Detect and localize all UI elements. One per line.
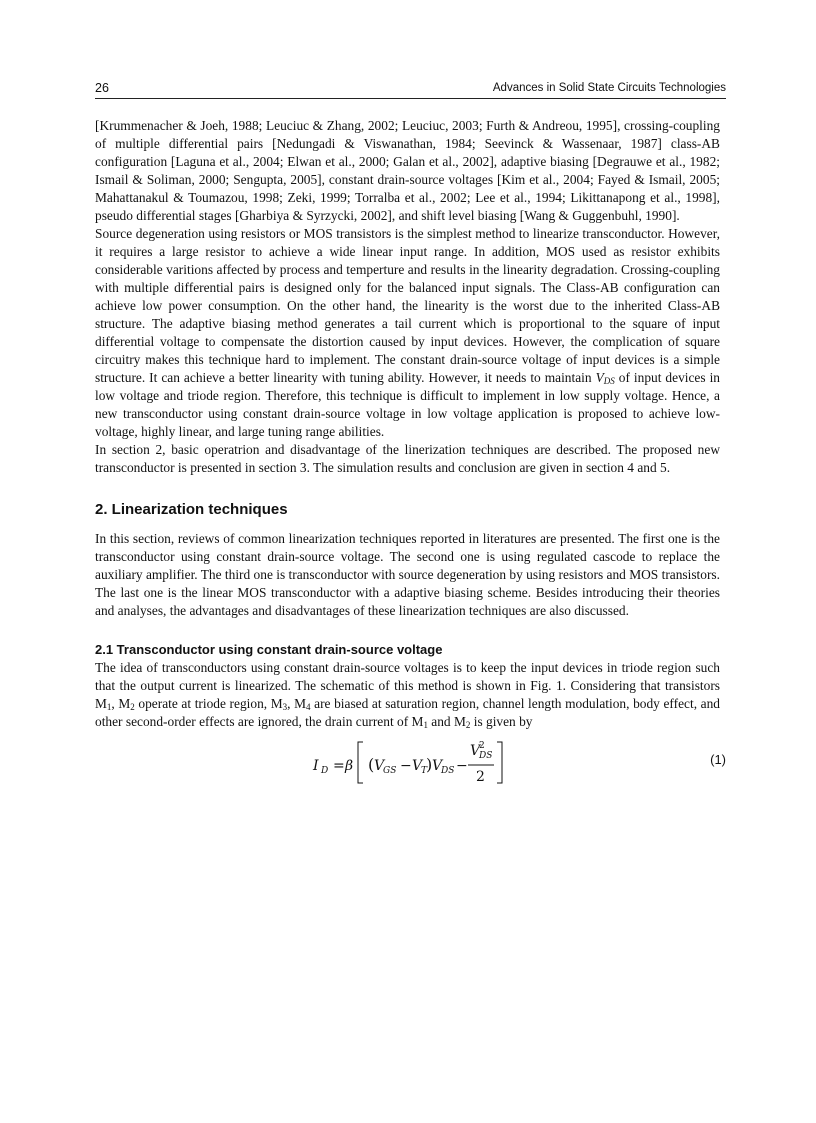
intro-paragraph-1: [Krummenacher & Joeh, 1988; Leuciuc & Zhang, 2002; Leuciuc, 2003; Furth & Andreou, 1995], crossing-coupling of multiple differential pairs [Nedungadi & Viswanathan, 1984; Seevinck & Wassenaar, 1987] class-AB configuration [Laguna et al., 2004; Elwan et al., 2000; Galan et al., 2002], adaptive biasing [Degrauwe et al., 1982; Ismail & Soliman, 2000; Sengupta, 2005], constant drain-source voltages [Kim et al., 2004; Fayed & Ismail, 2005; Mahattanakul & Toumazou, 1998; Zeki, 1999; Torralba et al., 2002; Lee et al., 1994; Likittanapong et al., 1998], pseudo differential stages [Gharbiya & Syrzycki, 2002], and shift level biasing [Wang & Guggenbuhl, 1990]. [95, 118, 720, 223]
eq-num-v: V [470, 743, 481, 759]
eq-equals: = [333, 758, 345, 774]
section-2-paragraph: In this section, reviews of common linearization techniques reported in literatures are presented. The first one is the transconductor using constant drain-source voltage. The second one is using regulated cascode to replace the auxiliary amplifier. The third one is transconductor with source degeneration by using resistors and MOS transistors. The last one is the linear MOS transconductor with a adaptive biasing scheme. Besides introducing their theories and analyses, the advantages and disadvantages of these linearization techniques are also discussed. [95, 531, 720, 618]
eq-vgs-sub: GS [383, 766, 397, 776]
page-body [95, 117, 726, 787]
eq-vds: V [432, 758, 443, 774]
intro-paragraph-2 [95, 225, 720, 441]
eq-paren-close: ) [426, 755, 433, 774]
section-2-heading: 2. Linearization techniques [95, 501, 288, 518]
eq-num-sub: DS [479, 751, 493, 761]
eq-vt-sub: T [421, 766, 428, 776]
eq-num-sup: 2 [479, 741, 485, 751]
section-2-1-paragraph: The idea of transconductors using constant drain-source voltages is to keep the input devices in triode region such that the output current is linearized. The schematic of this method is shown in Fig. 1. Considering that transistors $M_1$, $M_2$ operate at triode region, $M_3$, $M_4$ are biased at saturation region, channel length modulation, body effect, and other second-order effects are ignored, the drain current of $M_1$ and $M_2$ is given by [95, 660, 721, 730]
eq-den: 2 [476, 769, 485, 785]
intro-paragraph-3: In section 2, basic operatrion and disadvantage of the linerization techniques are described. The proposed new transconductor is presented in section 3. The simulation results and conclusion are given in section 4 and 5. [95, 442, 720, 475]
eq-vgs: V [374, 758, 385, 774]
eq-beta: β [345, 758, 354, 774]
page-header [95, 80, 726, 99]
eq-paren-open: ( [368, 755, 375, 774]
eq-id: I [313, 758, 319, 774]
page-number: 26 [95, 81, 109, 95]
eq-vt: V [412, 758, 423, 774]
equation-number: (1) [710, 752, 726, 767]
eq-minus-2: − [456, 758, 468, 774]
intro-paragraph-2-part-a: Source degeneration using resistors or MOS transistors is the simplest method to linearize transconductor. However, it requires a large resistor to achieve a wide linear input range. In addition, MOS used as resistor exhibits considerable varitions affected by process and temperture and results in the linearity degradation. Crossing-coupling with multiple differential pairs is designed only for the balanced input signals. The Class-AB configuration can achieve low power consumption. On the other hand, the linearity is the worst due to the inherited Class-AB structure. The adaptive biasing method generates a tail current which is proportional to the square of input differential voltage to compensate the distortion caused by input devices. However, the complication of square circuitry makes this technique hard to implement. The constant drain-source voltage of input devices is a simple structure. It can achieve a better linearity with tuning ability. However, it needs to maintain [95, 226, 720, 385]
eq-bracket-left [358, 742, 363, 783]
eq-id-sub: D [321, 766, 329, 776]
eq-bracket-right [497, 742, 502, 783]
running-title: Advances in Solid State Circuits Technologies [492, 82, 726, 94]
section-2-1-heading: 2.1 Transconductor using constant drain-source voltage [95, 642, 443, 657]
eq-minus-1: − [400, 758, 412, 774]
eq-vds-sub: DS [441, 766, 455, 776]
equation-1 [95, 737, 726, 787]
vds-symbol: $V_{DS}$ [595, 370, 615, 386]
intro-paragraph-2-part-b: of input devices in low voltage and triode region. Therefore, this technique is difficult to implement in low supply voltage. Hence, a new transconductor using constant drain-source voltage in low voltage application is proposed to achieve low-voltage, highly linear, and large tuning range abilities. [95, 370, 720, 439]
equation-1-formula [310, 739, 510, 787]
